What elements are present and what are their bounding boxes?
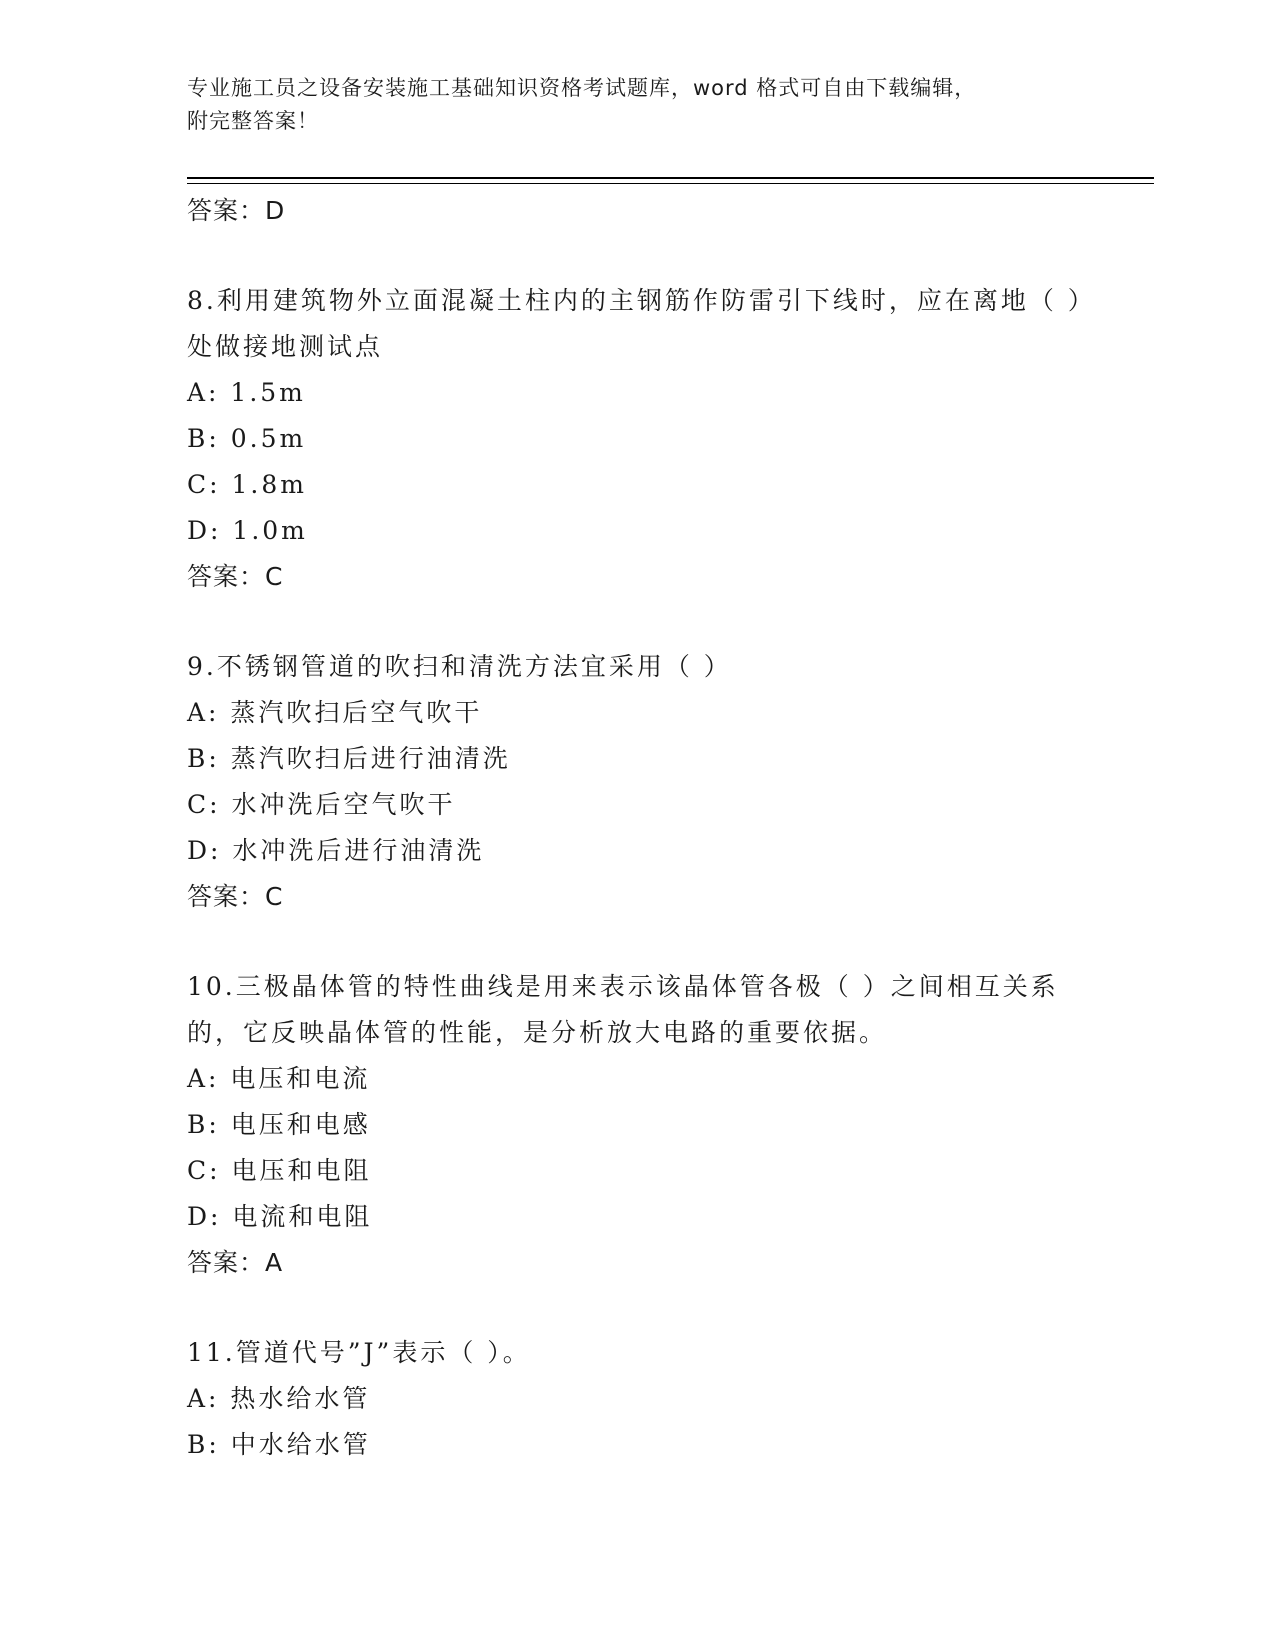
option-d: D: 水冲洗后进行油清洗: [187, 836, 485, 865]
spacer: [187, 1286, 1087, 1330]
question-text: 11.管道代号”J”表示（ ）。: [187, 1338, 531, 1367]
spacer: [187, 920, 1087, 964]
question-text: 8.利用建筑物外立面混凝土柱内的主钢筋作防雷引下线时，应在离地（ ）处做接地测试点: [187, 286, 1084, 361]
question-block-10: [187, 964, 1087, 1286]
document-header: [187, 72, 1087, 138]
question-text: 9.不锈钢管道的吹扫和清洗方法宜采用（ ）: [187, 652, 732, 681]
header-line-1: 专业施工员之设备安装施工基础知识资格考试题库，word 格式可自由下载编辑，: [187, 76, 977, 100]
option-c: C: 电压和电阻: [187, 1156, 372, 1185]
previous-answer: 答案：D: [187, 196, 286, 225]
question-block-8: [187, 278, 1087, 600]
option-a: A: 蒸汽吹扫后空气吹干: [187, 698, 483, 727]
option-b: B: 中水给水管: [187, 1430, 371, 1459]
answer-line: 答案：A: [187, 1248, 284, 1277]
option-d: D: 1.0m: [187, 516, 308, 545]
option-b: B: 0.5m: [187, 424, 307, 453]
spacer: [187, 600, 1087, 644]
question-list: [187, 188, 1087, 1468]
option-c: C: 水冲洗后空气吹干: [187, 790, 456, 819]
option-c: C: 1.8m: [187, 470, 307, 499]
answer-line: 答案：C: [187, 562, 284, 591]
question-text: 10.三极晶体管的特性曲线是用来表示该晶体管各极（ ）之间相互关系的，它反映晶体管的性能，是分析放大电路的重要依据。: [187, 972, 1059, 1047]
header-rule-thin: [187, 183, 1154, 184]
question-block-11: [187, 1330, 1087, 1468]
header-line-2: 附完整答案！: [187, 109, 319, 133]
option-b: B: 蒸汽吹扫后进行油清洗: [187, 744, 511, 773]
option-a: A: 热水给水管: [187, 1384, 371, 1413]
option-a: A: 电压和电流: [187, 1064, 371, 1093]
answer-line: 答案：C: [187, 882, 284, 911]
option-b: B: 电压和电感: [187, 1110, 371, 1139]
option-d: D: 电流和电阻: [187, 1202, 373, 1231]
spacer: [187, 234, 1087, 278]
option-a: A: 1.5m: [187, 378, 306, 407]
header-rule-thick: [187, 177, 1154, 179]
question-block-9: [187, 644, 1087, 920]
